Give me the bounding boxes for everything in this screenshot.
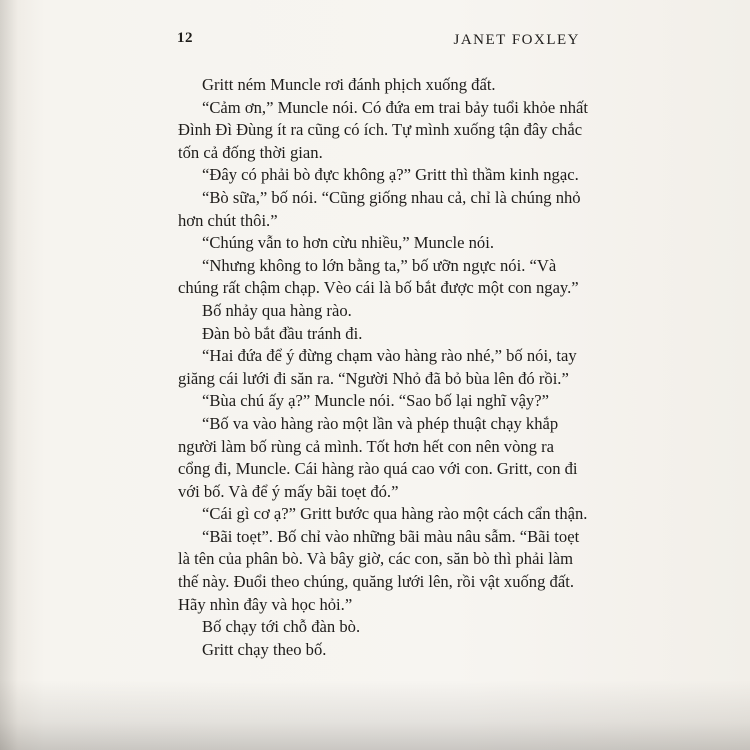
- gutter-shadow: [0, 0, 18, 750]
- paragraph: “Đây có phải bò đực không ạ?” Gritt thì thầm kinh ngạc.: [202, 165, 579, 185]
- paragraph: “Cái gì cơ ạ?” Gritt bước qua hàng rào một cách cẩn thận.: [202, 504, 588, 524]
- paragraph: “Bùa chú ấy ạ?” Muncle nói. “Sao bố lại nghĩ vậy?”: [202, 391, 549, 411]
- paragraph: Gritt ném Muncle rơi đánh phịch xuống đất.: [202, 75, 496, 94]
- body-text: [178, 74, 590, 661]
- paragraph: “Bãi toẹt”. Bố chỉ vào những bãi màu nâu sẫm. “Bãi toẹt là tên của phân bò. Và bây giờ, các con, săn bò thì phải làm thế này. Đuổi theo chúng, quăng lưới lên, rồi vật xuống đất. Hãy nhìn đây và học hỏi.”: [178, 526, 580, 614]
- paragraph: “Cảm ơn,” Muncle nói. Có đứa em trai bảy tuổi khỏe nhất Đình Đì Đùng ít ra cũng có ích. Tự mình xuống tận đây chắc tốn cả đống thời gian.: [178, 97, 588, 162]
- scan-shadow: [0, 680, 750, 750]
- running-head-author: JANET FOXLEY: [453, 32, 580, 48]
- page-number: 12: [177, 30, 193, 46]
- paragraph: “Hai đứa để ý đừng chạm vào hàng rào nhé,” bố nói, tay giăng cái lưới đi săn ra. “Người Nhỏ đã bỏ bùa lên đó rồi.”: [178, 346, 577, 388]
- paragraph: “Chúng vẫn to hơn cừu nhiều,” Muncle nói.: [202, 233, 494, 253]
- page-header: [0, 30, 750, 54]
- paragraph: Gritt chạy theo bố.: [202, 639, 327, 659]
- paragraph: “Nhưng không to lớn bằng ta,” bố ưỡn ngực nói. “Và chúng rất chậm chạp. Vèo cái là bố bắt được một con ngay.”: [178, 255, 579, 298]
- paragraph: Bố chạy tới chỗ đàn bò.: [202, 617, 361, 637]
- paragraph: “Bò sữa,” bố nói. “Cũng giống nhau cả, chỉ là chúng nhỏ hơn chút thôi.”: [178, 187, 581, 230]
- paragraph: “Bố va vào hàng rào một lần và phép thuật chạy khắp người làm bố rùng cả mình. Tốt hơn hết con nên vòng ra cổng đi, Muncle. Cái hàng rào quá cao với con. Gritt, con đi với bố. Và để ý mấy bãi toẹt đó.”: [178, 413, 578, 501]
- paragraph: Bố nhảy qua hàng rào.: [202, 300, 352, 320]
- paragraph: Đàn bò bắt đầu tránh đi.: [202, 323, 363, 343]
